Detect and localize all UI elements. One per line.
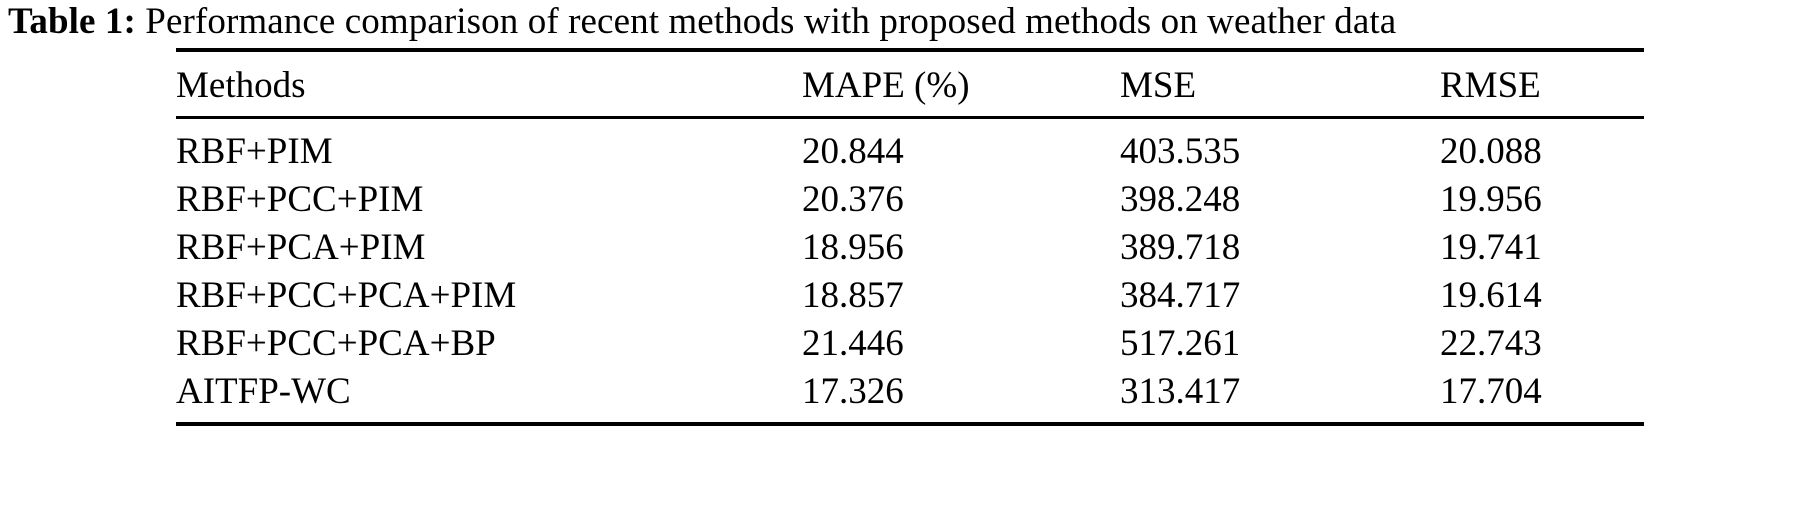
cell-mse: 398.248 xyxy=(1120,179,1241,220)
cell-rmse: 19.956 xyxy=(1440,179,1542,220)
cell-method: RBF+PIM xyxy=(176,118,802,177)
column-header-methods: Methods xyxy=(176,50,802,118)
cell-mse: 517.261 xyxy=(1120,323,1241,364)
cell-method: RBF+PCA+PIM xyxy=(176,227,426,268)
table-header-row xyxy=(176,50,1644,118)
column-header-rmse: RMSE xyxy=(1440,50,1644,118)
table-row xyxy=(176,320,1644,368)
cell-mape: 17.326 xyxy=(802,371,904,412)
table-container xyxy=(176,48,1644,474)
table-caption xyxy=(8,0,1812,44)
performance-comparison-table xyxy=(176,48,1644,474)
cell-mape: 21.446 xyxy=(802,323,904,364)
cell-mape: 18.956 xyxy=(802,227,904,268)
column-header-mse: MSE xyxy=(1120,50,1440,118)
table-bottom-rule-row xyxy=(176,424,1644,474)
cell-method: RBF+PCC+PIM xyxy=(176,179,424,220)
cell-mse: 313.417 xyxy=(1120,371,1241,412)
cell-mape: 18.857 xyxy=(802,275,904,316)
table-row xyxy=(176,176,1644,224)
cell-method: AITFP-WC xyxy=(176,371,351,412)
cell-rmse: 22.743 xyxy=(1440,323,1542,364)
cell-rmse: 19.741 xyxy=(1440,227,1542,268)
cell-method: RBF+PCC+PCA+BP xyxy=(176,323,496,364)
table-row xyxy=(176,118,1644,177)
cell-mape: 20.376 xyxy=(802,179,904,220)
caption-text: Performance comparison of recent methods with proposed methods on weather data xyxy=(145,1,1397,42)
table-row xyxy=(176,224,1644,272)
cell-mse: 403.535 xyxy=(1120,118,1440,177)
column-header-mape: MAPE (%) xyxy=(802,50,1120,118)
table-row xyxy=(176,368,1644,424)
table-body xyxy=(176,118,1644,425)
cell-mse: 389.718 xyxy=(1120,227,1241,268)
cell-mse: 384.717 xyxy=(1120,275,1241,316)
table-row xyxy=(176,272,1644,320)
caption-label: Table 1: xyxy=(8,1,136,42)
table-header xyxy=(176,50,1644,118)
cell-rmse: 17.704 xyxy=(1440,371,1542,412)
table-footer xyxy=(176,424,1644,474)
table-bottom-rule xyxy=(176,424,1644,474)
cell-rmse: 20.088 xyxy=(1440,118,1644,177)
cell-mape: 20.844 xyxy=(802,118,1120,177)
cell-method: RBF+PCC+PCA+PIM xyxy=(176,275,517,316)
cell-rmse: 19.614 xyxy=(1440,275,1542,316)
